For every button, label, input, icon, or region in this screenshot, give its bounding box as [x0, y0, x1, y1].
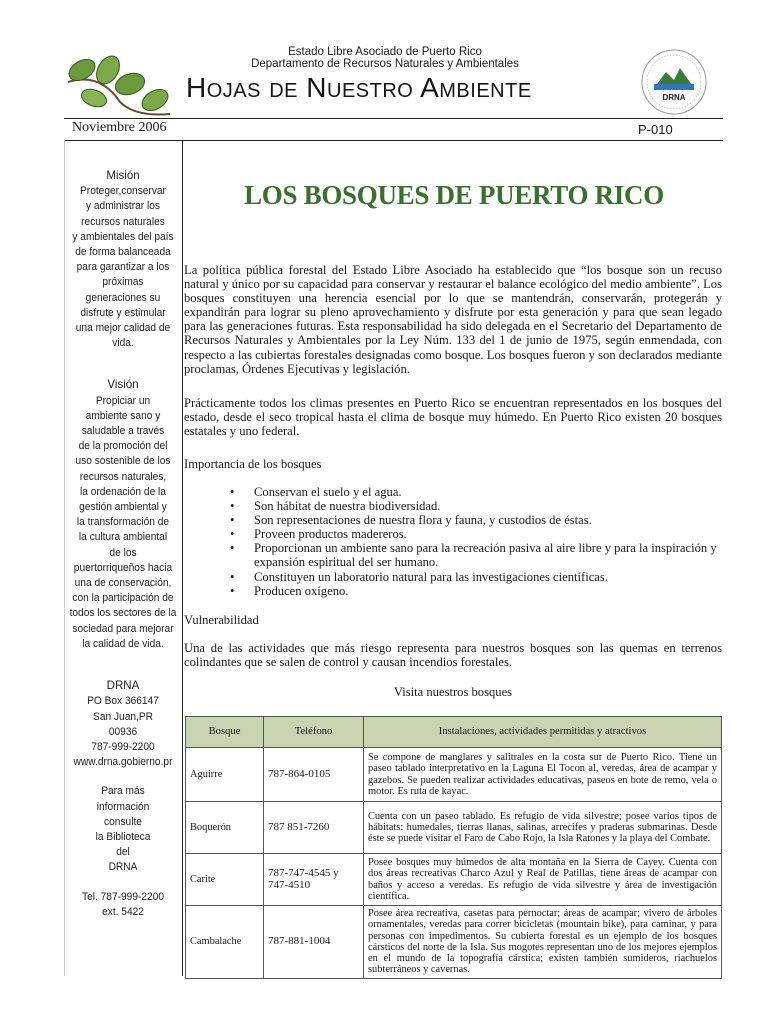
header-rule	[64, 118, 723, 119]
sidebar-divider	[182, 140, 183, 976]
column-header-phone: Teléfono	[264, 717, 364, 748]
article-title: LOS BOSQUES DE PUERTO RICO	[244, 180, 664, 210]
org-line-2: Departamento de Recursos Naturales y Ambientales	[251, 58, 519, 70]
document-code: P-010	[638, 122, 673, 137]
vulnerability-paragraph: Una de las actividades que más riesgo representa para nuestros bosques son las quemas en terrenos colindantes que se salen de control y causan incendios forestales.	[184, 641, 722, 670]
sidebar-line: ext. 5422	[102, 905, 144, 918]
sidebar-line: Propiciar un	[95, 394, 151, 407]
forest-description: Posee bosques muy húmedos de alta montaña en la Sierra de Cayey. Cuenta con dos áreas recreativas Charco Azul y Real de Patillas, tiene áreas de acampar con baños y acceso a veredas. Es refugio de vida silvestre y área de investigación científica.	[364, 854, 722, 906]
sidebar-line: Para más	[101, 785, 145, 798]
forest-phone: 787 851-7260	[264, 802, 364, 854]
sidebar-line: Tel. 787-999-2200	[82, 890, 164, 903]
mision-text	[68, 184, 177, 351]
date-rule	[64, 140, 723, 141]
list-item: • Conservan el suelo y el agua.	[230, 485, 720, 499]
forest-name: Aguirre	[186, 748, 264, 802]
mision-heading: Misión	[106, 168, 140, 182]
forest-description: Posee área recreativa, casetas para pernoctar; áreas de acampar; vivero de árboles ornamentales, veredas para correr bicicletas (mountain bike), para caminar, y para personas con impedimentos. Su cubierta forestal es un ejemplo de los bosques cársticos del norte de la Isla. Sus mogotes representan uno de los mejores ejemplos en el mundo de la topografía cárstica; existen también sumideros, riachuelos subterráneos y cavernas.	[364, 906, 722, 979]
sidebar-line: información	[96, 800, 150, 813]
vision-text	[68, 394, 177, 652]
sidebar-line: con la participación de	[72, 592, 174, 605]
contact-heading: DRNA	[106, 678, 140, 693]
forests-table	[185, 716, 722, 979]
sidebar-line: de la promoción del	[78, 440, 168, 453]
list-item: • Son hábitat de nuestra biodiversidad.	[230, 499, 720, 513]
svg-text:DRNA: DRNA	[662, 93, 686, 102]
sidebar-line: la Biblioteca	[95, 830, 151, 843]
table-row	[186, 854, 722, 906]
importance-list	[230, 485, 720, 598]
column-header-facilities: Instalaciones, actividades permitidas y atractivos	[364, 717, 722, 748]
table-row	[186, 802, 722, 854]
sidebar-left-border	[64, 140, 65, 976]
sidebar-line: disfrute y estimular	[80, 306, 166, 319]
forest-phone: 787-881-1004	[264, 906, 364, 979]
sidebar-line: ambiente sano y	[85, 409, 161, 422]
list-item: • Producen oxígeno.	[230, 584, 720, 598]
vision-block	[68, 377, 177, 652]
leaves-logo-icon	[60, 42, 182, 122]
sidebar	[68, 168, 177, 946]
info-block	[68, 784, 177, 875]
climate-paragraph: Prácticamente todos los climas presentes en Puerto Rico se encuentran representados en los bosques del estado, desde el seco tropical hasta el clima de bosque muy húmedo. En Puerto Rico existen 20 bosques estatales y uno federal.	[184, 396, 722, 439]
sidebar-line: saludable a través	[81, 425, 165, 438]
list-item: • Proveen productos madereros.	[230, 527, 720, 541]
sidebar-line: San Juan,PR	[93, 710, 153, 723]
sidebar-line: 787-999-2200	[91, 740, 155, 753]
sidebar-line: www.drna.gobierno.pr	[73, 756, 173, 769]
drna-seal-icon	[640, 48, 708, 116]
forest-phone: 787-864-0105	[264, 748, 364, 802]
sidebar-line: todos los sectores de la	[69, 607, 177, 620]
contact-block	[68, 678, 177, 770]
intro-paragraph: La política pública forestal del Estado Libre Asociado ha establecido que “los bosque son un recuso natural y único por su capacidad para conservar y restaurar el balance ecológico del medio ambiente”. Los bosques constituyen una herencia esencial por lo que se mantendrán, conservarán, protegerán y expandirán para lograr su pleno aprovechamiento y disfrute por esta generación y para que sean legado para las generaciones futuras. Esta responsabilidad ha sido delegada en el Secretario del Departamento de Recursos Naturales y Ambientales por la Ley Núm. 133 del 1 de junio de 1975, según enmendada, con respecto a las cubiertas forestales designadas como bosque. Los bosques fueron y son declarados mediante proclamas, Órdenes Ejecutivas y legislación.	[184, 263, 722, 376]
issue-date: Noviembre 2006	[72, 120, 167, 135]
contact-text	[68, 694, 177, 770]
publication-title: Hojas de Nuestro Ambiente	[186, 72, 532, 103]
sidebar-line: una de conservación,	[74, 577, 172, 590]
sidebar-line: la calidad de vida.	[82, 637, 164, 650]
importance-heading: Importancia de los bosques	[184, 457, 322, 471]
list-item: • Constituyen un laboratorio natural para las investigaciones científicas.	[230, 570, 720, 584]
table-header-row	[186, 717, 722, 748]
sidebar-line: recursos naturales	[81, 215, 165, 228]
sidebar-line: 00936	[108, 725, 138, 738]
sidebar-line: del	[116, 846, 130, 859]
sidebar-line: la ordenación de la	[80, 485, 166, 498]
vision-heading: Visión	[107, 377, 139, 392]
mision-block	[68, 168, 177, 351]
list-item: • Proporcionan un ambiente sano para la recreación pasiva al aire libre y para la inspiración y expansión espiritual del ser humano.	[230, 541, 720, 569]
sidebar-line: puertorriqueños hacia	[73, 561, 173, 574]
sidebar-line: PO Box 366147	[87, 695, 159, 708]
sidebar-line: vida.	[112, 337, 134, 350]
sidebar-line: de forma balanceada	[75, 246, 171, 259]
sidebar-line: uso sostenible de los	[75, 455, 171, 468]
list-item: • Son representaciones de nuestra flora y fauna, y custodios de éstas.	[230, 513, 720, 527]
sidebar-line: para garantizar a los	[76, 261, 170, 274]
column-header-forest: Bosque	[186, 717, 264, 748]
page-header	[0, 0, 768, 120]
sidebar-line: la transformación de	[76, 516, 170, 529]
forest-description: Se compone de manglares y salitrales en la costa sur de Puerto Rico. Tiene un paseo tablado interpretativo en la Laguna El Tocon al, veredas, área de acampar y gazebos. Se pueden realizar actividades educativas, paseos en bote de remo, vela o motor. Es ruta de kayac.	[364, 748, 722, 802]
table-row	[186, 906, 722, 979]
vulnerability-heading: Vulnerabilidad	[184, 613, 259, 627]
sidebar-line: gestión ambiental y	[79, 501, 167, 514]
sidebar-line: la cultura ambiental	[78, 531, 168, 544]
tel-block	[68, 890, 177, 920]
sidebar-line: recursos naturales,	[79, 470, 167, 483]
sidebar-line: DRNA	[108, 861, 138, 874]
visit-heading: Visita nuestros bosques	[393, 685, 513, 699]
forest-phone: 787-747-4545 y 747-4510	[264, 854, 364, 906]
forest-name: Cambalache	[186, 906, 264, 979]
forest-name: Boquerón	[186, 802, 264, 854]
sidebar-line: y administrar los	[85, 200, 161, 213]
sidebar-line: de los	[109, 546, 137, 559]
forest-description: Cuenta con un paseo tablado. Es refugio de vida silvestre; posee varios tipos de hábitats: humedales, tierras llanas, salinas, arrecifes y praderas submarinas. Desde éste se puede visitar el Faro de Cabo Rojo, la Isla Ratones y la playa del Combate.	[364, 802, 722, 854]
sidebar-line: Proteger,conservar	[80, 185, 166, 198]
sidebar-line: generaciones su	[85, 291, 161, 304]
org-line-1: Estado Libre Asociado de Puerto Rico	[288, 46, 482, 58]
sidebar-line: y ambientales del país	[72, 230, 174, 243]
sidebar-line: consulte	[104, 815, 142, 828]
forest-name: Carite	[186, 854, 264, 906]
sidebar-line: una mejor calidad de	[75, 322, 171, 335]
info-text	[68, 784, 177, 875]
sidebar-line: sociedad para mejorar	[72, 622, 174, 635]
sidebar-line: próximas	[102, 276, 144, 289]
table-row	[186, 748, 722, 802]
library-phone	[68, 890, 177, 920]
